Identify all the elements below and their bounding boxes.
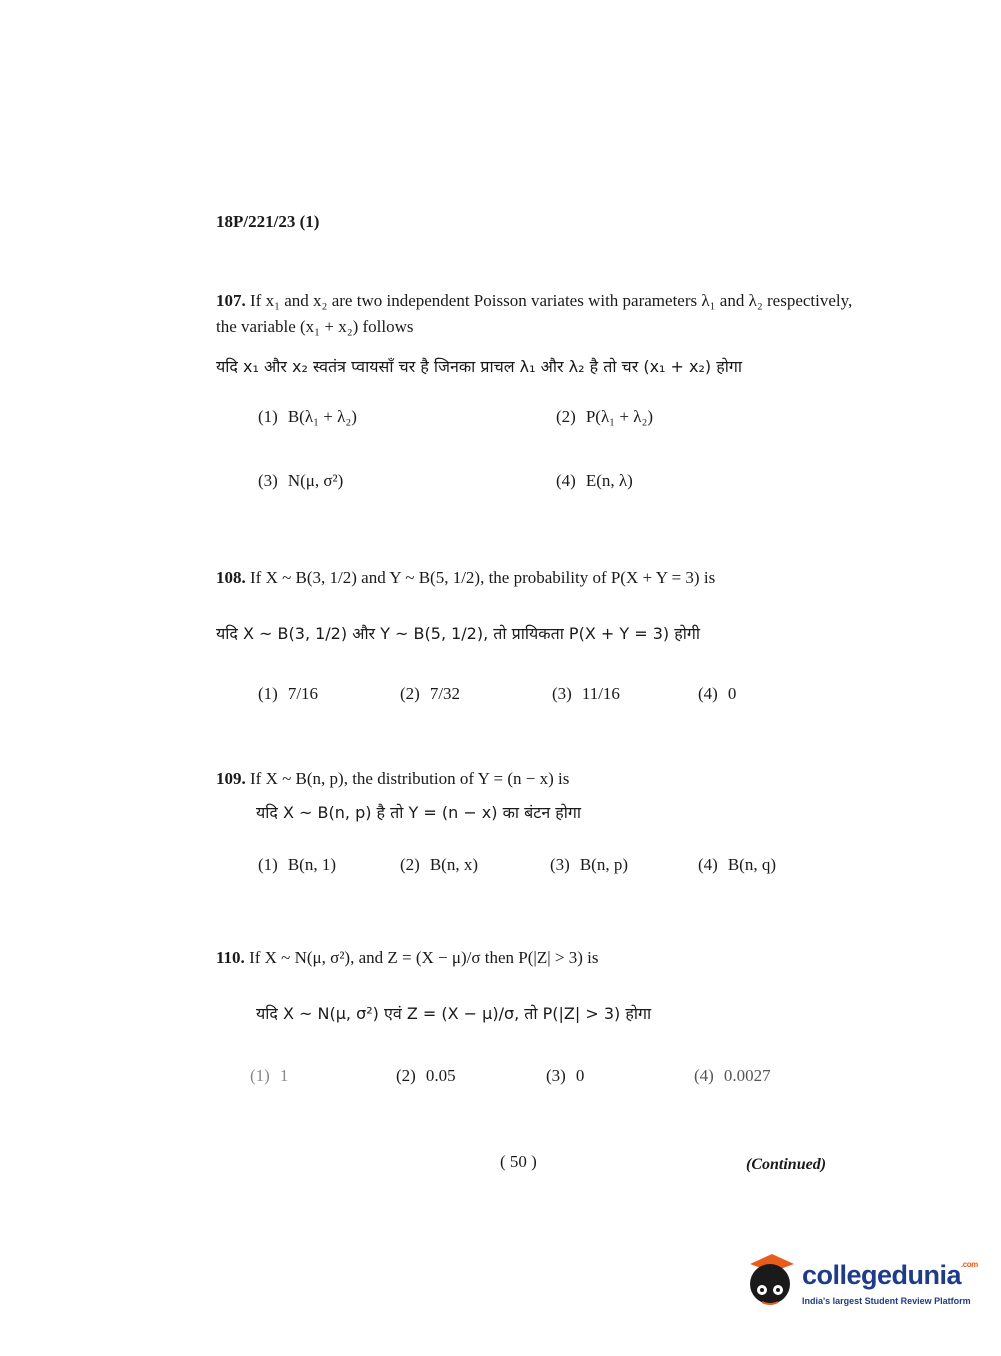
brand-tagline: India's largest Student Review Platform <box>802 1296 971 1306</box>
option[interactable]: (1) B(n, 1) <box>258 855 336 874</box>
question-text-hi: यदि X ~ B(3, 1/2) और Y ~ B(5, 1/2), तो प्रायिकता P(X + Y = 3) होगी <box>216 624 701 643</box>
options-row <box>216 1063 856 1093</box>
option[interactable]: (4) B(n, q) <box>698 855 776 874</box>
question-number: 110. <box>216 948 245 967</box>
option[interactable]: (1) 1 <box>250 1066 289 1085</box>
brand-name: collegedunia <box>802 1260 962 1290</box>
paper-code: 18P/221/23 (1) <box>216 212 320 231</box>
options-row <box>216 681 856 711</box>
option[interactable]: (2) P(λ₁ + λ₂) <box>556 407 654 426</box>
collegedunia-logo[interactable] <box>742 1250 978 1312</box>
question-109 <box>216 766 856 882</box>
option[interactable]: (4) 0 <box>698 684 737 703</box>
option[interactable]: (3) N(μ, σ²) <box>258 471 344 490</box>
question-text-en: If X ~ B(n, p), the distribution of Y = (n − x) is <box>250 769 570 788</box>
option[interactable]: (2) 0.05 <box>396 1066 456 1085</box>
question-number: 109. <box>216 769 246 788</box>
question-text-hi: यदि x₁ और x₂ स्वतंत्र प्वायसाँ चर है जिनका प्राचल λ₁ और λ₂ है तो चर (x₁ + x₂) होगा <box>216 357 743 376</box>
option[interactable]: (2) B(n, x) <box>400 855 478 874</box>
question-text-hi: यदि X ~ B(n, p) है तो Y = (n − x) का बंटन होगा <box>256 803 582 822</box>
option[interactable]: (1) B(λ₁ + λ₂) <box>258 407 357 426</box>
question-107 <box>216 288 856 498</box>
options-row <box>216 404 856 434</box>
question-number: 108. <box>216 568 246 587</box>
option[interactable]: (3) B(n, p) <box>550 855 628 874</box>
option[interactable]: (4) 0.0027 <box>694 1066 771 1085</box>
option[interactable]: (2) 7/32 <box>400 684 461 703</box>
question-text-en: If X ~ B(3, 1/2) and Y ~ B(5, 1/2), the probability of P(X + Y = 3) is <box>250 568 716 587</box>
question-text-en: If X ~ N(μ, σ²), and Z = (X − μ)/σ then P(|Z| > 3) is <box>249 948 599 967</box>
mascot-icon <box>742 1250 798 1310</box>
question-110 <box>216 945 856 1093</box>
question-text-en: If x₁ and x₂ are two independent Poisson variates with parameters λ₁ and λ₂ respectively, the variable (x₁ + x₂) follows <box>216 291 853 336</box>
option[interactable]: (3) 11/16 <box>552 684 620 703</box>
continued-label: (Continued) <box>746 1156 827 1173</box>
brand-domain: .com <box>961 1260 978 1269</box>
options-row <box>216 852 856 882</box>
question-number: 107. <box>216 291 246 310</box>
options-row <box>216 468 856 498</box>
option[interactable]: (1) 7/16 <box>258 684 319 703</box>
option[interactable]: (3) 0 <box>546 1066 585 1085</box>
question-text-hi: यदि X ~ N(μ, σ²) एवं Z = (X − μ)/σ, तो P(|Z| > 3) होगा <box>256 1004 652 1023</box>
option[interactable]: (4) E(n, λ) <box>556 471 633 490</box>
question-108 <box>216 565 856 711</box>
page-number: ( 50 ) <box>500 1152 537 1171</box>
